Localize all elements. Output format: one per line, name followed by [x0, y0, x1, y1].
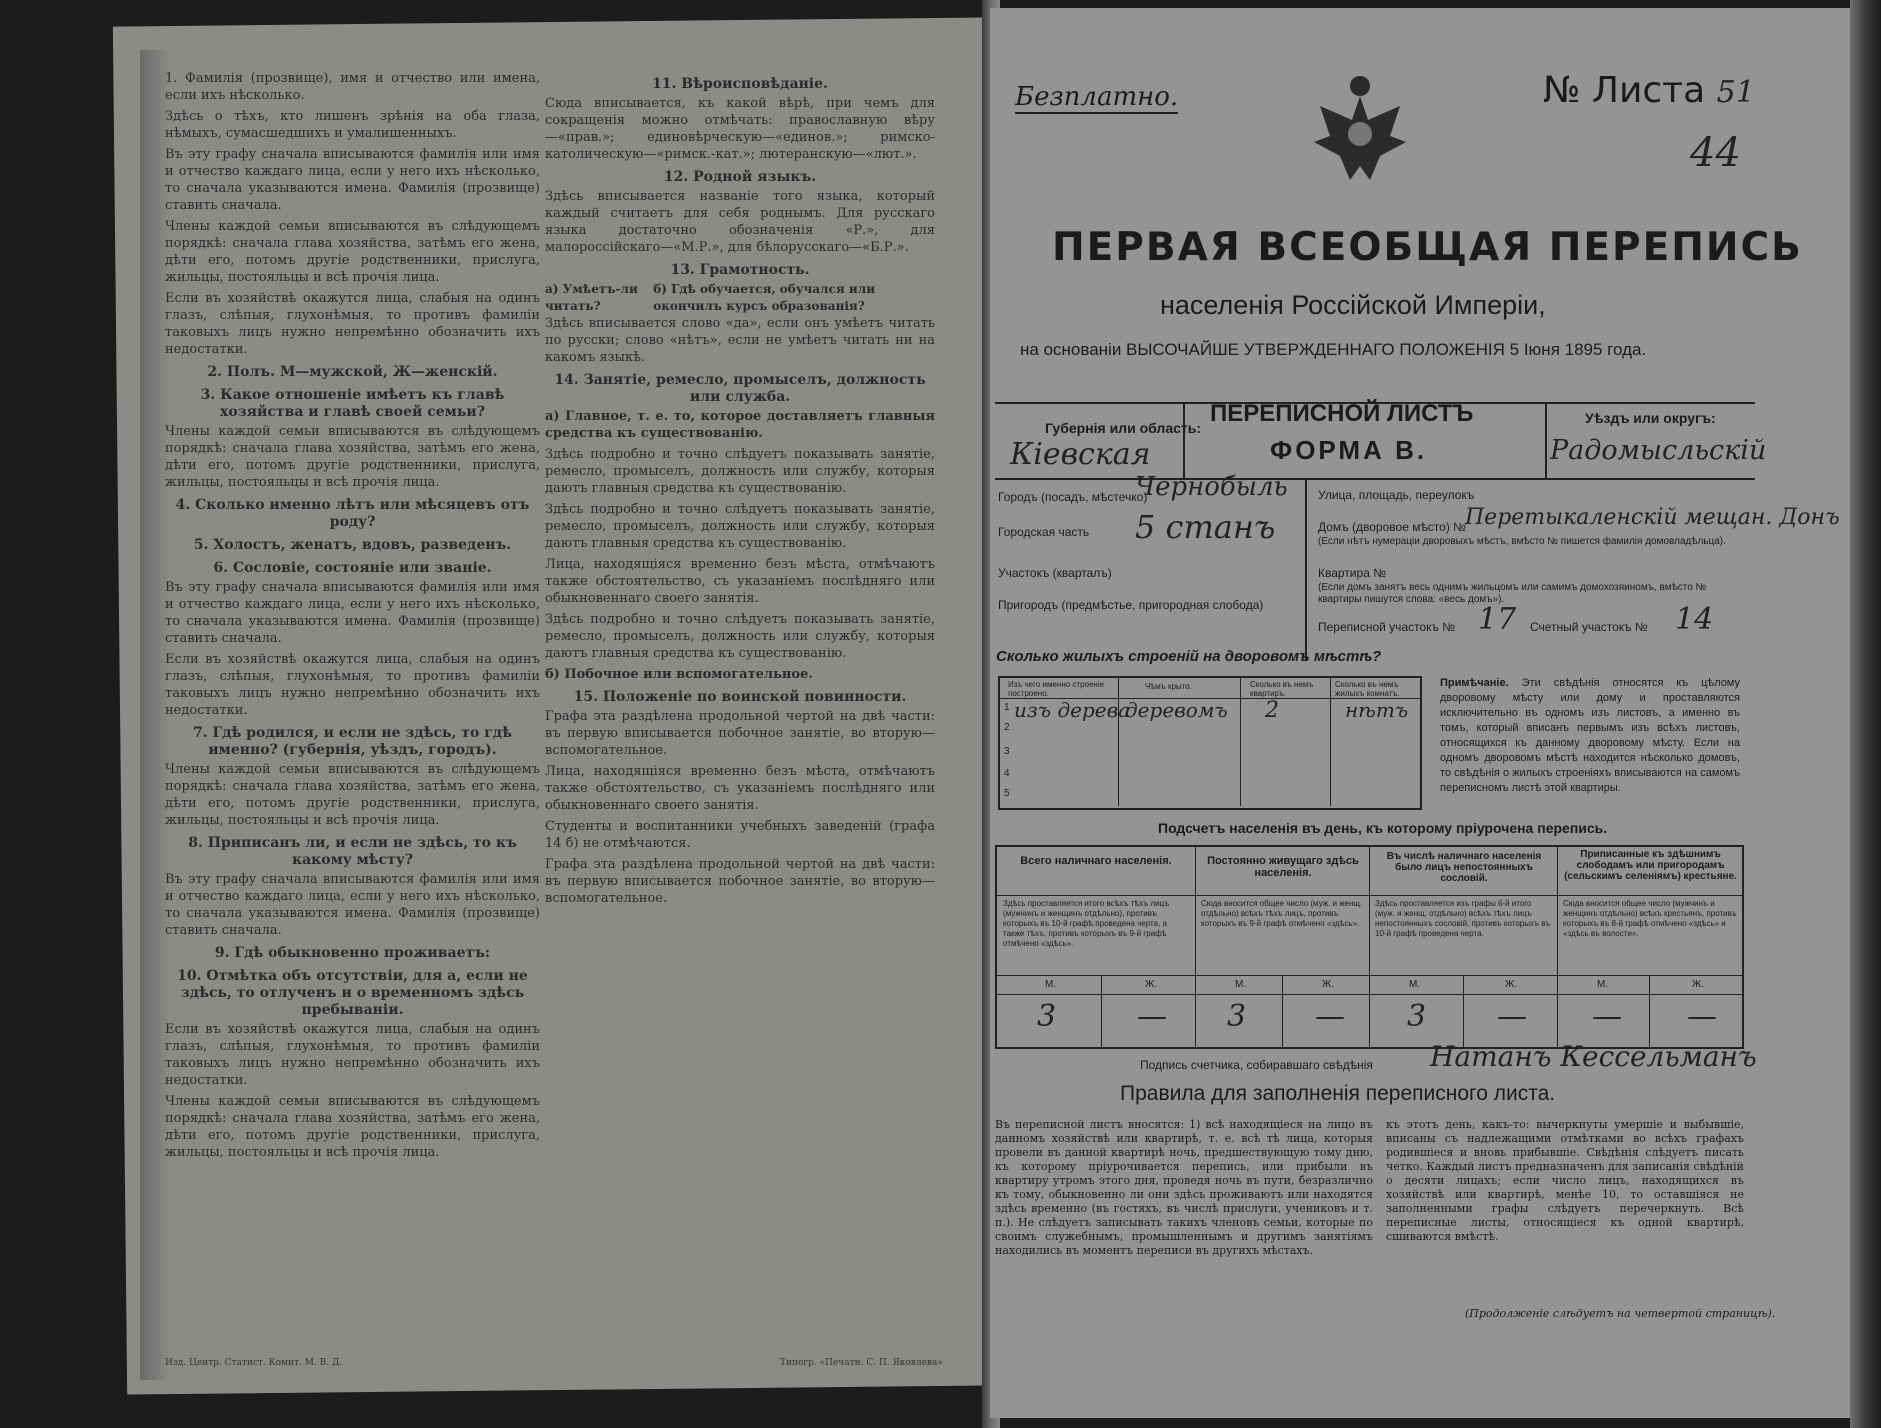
count-desc-peasants: Сюда вносится общее число (мужчинъ и женщинъ отдѣльно) всѣхъ крестьянъ, противъ которыхъ въ 8-й графѣ отмѣчено «здѣсь» и «здѣсь въ волости». — [1563, 899, 1737, 938]
rule — [1183, 402, 1185, 478]
heading-sex: 2. Полъ. М—мужской, Ж—женскій. — [207, 364, 498, 380]
rule — [1305, 480, 1307, 660]
apartment-note: (Если домъ занятъ весь однимъ жильцомъ или самимъ домохозяиномъ, вмѣсто № квартиры пишутся слова: «весь домъ»). — [1318, 582, 1707, 605]
right-page-edge — [1850, 0, 1881, 1428]
rules-column-1: Въ переписной листъ вносятся: 1) всѣ находящіеся на лицо въ данномъ хозяйствѣ или квартирѣ, т. е. всѣ тѣ лица, которыя провели въ данной квартирѣ ночь, предшествующую тому дню, къ которому пріурочивается перепись, или прибыли въ квартиру утромъ этого дня, проведя ночь въ пути, безразлично къ тому, обыкновенно ли они здѣсь проживаютъ или находятся здѣсь временно (въ гостяхъ, въ числѣ прислуги, учениковъ и т. п.). Не слѣдуетъ записывать такихъ членовъ семьи, которые по своимъ служебнымъ, промышленнымъ и другимъ занятіямъ находились въ моментъ переписи въ другихъ мѣстахъ. — [995, 1118, 1373, 1257]
rule — [1330, 678, 1331, 806]
count-nonpermanent-female: — — [1497, 999, 1527, 1034]
city-part-value: 5 станъ — [1135, 508, 1276, 546]
count-desc-permanent: Сюда вносится общее число (муж. и женщ. отдѣльно) всѣхъ тѣхъ лицъ, противъ которыхъ въ 9-й графѣ отмѣчено «здѣсь». — [1201, 899, 1363, 928]
heading-estate: 6. Сословіе, состояніе или званіе. — [213, 560, 492, 576]
heading-literacy: 13. Грамотность. — [670, 262, 810, 278]
left-footer-1: Изд. Центр. Статист. Комит. М. В. Д. — [165, 1358, 343, 1368]
rule — [1545, 402, 1547, 478]
buildings-col-roof: Чѣмъ крыто. — [1145, 682, 1192, 691]
paragraph: Въ эту графу сначала вписываются фамилія или имя и отчество каждаго лица, если у него ихъ нѣсколько, то сначала указываются имена. Фамилія (прозвище) ставить сначала. — [165, 580, 540, 646]
left-column-2 — [545, 70, 935, 911]
heading-military: 15. Положеніе по воинской повинности. — [573, 689, 907, 705]
count-total-male: 3 — [1037, 999, 1057, 1034]
male-header: М. — [1409, 979, 1421, 990]
paragraph: Члены каждой семьи вписываются въ слѣдующемъ порядкѣ: сначала глава хозяйства, затѣмъ его жена, дѣти его, потомъ другіе родственники, прислуга, жильцы, постояльцы и всѣ прочія лица. — [165, 219, 540, 285]
subhead-a: а) Умѣетъ-ли читать? — [545, 282, 638, 313]
census-district-value: 17 — [1478, 602, 1517, 637]
buildings-col-material: Изъ чего именно строеніе построено. — [1008, 680, 1105, 698]
uezd-value: Радомысльскій — [1550, 435, 1767, 466]
count-desc-nonpermanent: Здѣсь проставляется изъ графы 6-й итого (муж. и женщ. отдѣльно) всѣхъ тѣхъ лицъ непостоянныхъ сословій, противъ которыхъ въ 10-й графѣ проведена черта. — [1375, 899, 1551, 938]
census-district-label: Переписной участокъ № — [1318, 620, 1456, 634]
male-header: М. — [1045, 979, 1057, 990]
literacy-subheads — [545, 281, 935, 315]
intro-line: 1. Фамилія (прозвище), имя и отчество или имена, если ихъ нѣсколько. — [165, 71, 540, 103]
free-label: Безплатно. — [1015, 82, 1179, 112]
heading-relation: 3. Какое отношеніе имѣетъ къ главѣ хозяйства и главѣ своей семьи? — [200, 387, 505, 420]
signature-label: Подпись счетчика, собиравшаго свѣдѣнія — [1140, 1058, 1373, 1072]
paragraph: Если въ хозяйствѣ окажутся лица, слабыя на одинъ глазъ, слѣпыя, глухонѣмыя, то противъ фамиліи таковыхъ лицъ нужно непремѣнно обозначить ихъ недостатки. — [165, 652, 540, 718]
signature-value: Натанъ Кессельманъ — [1430, 1040, 1757, 1073]
house-note: (Если нѣтъ нумераціи дворовыхъ мѣстъ, вмѣсто № пишется фамилія домовладѣльца). — [1318, 536, 1726, 547]
building-apartments: 2 — [1265, 698, 1279, 723]
male-header: М. — [1235, 979, 1247, 990]
gubernia-label: Губернія или область: — [1045, 420, 1202, 436]
count-nonpermanent-male: 3 — [1407, 999, 1427, 1034]
subhead-b: б) Гдѣ обучается, обучался или окончилъ курсъ образованія? — [653, 282, 876, 313]
left-footer-2: Типогр. «Печатн. С. П. Яковлева» — [780, 1358, 943, 1368]
house-value: Перетыкаленскій мещан. Донъ — [1465, 505, 1840, 530]
heading-age: 4. Сколько именно лѣтъ или мѣсяцевъ отъ роду? — [175, 497, 530, 530]
city-part-label: Городская часть — [998, 525, 1090, 539]
rules-column-2: къ этотъ день, какъ-то: вычеркнуты умершіе и выбывшіе, вписаны съ надлежащими отмѣтками во всѣхъ графахъ родившіеся и вновь прибывшіе. Свѣдѣнія слѣдуетъ писать четко. Каждый листъ предназначенъ для записанія свѣдѣній о десяти лицахъ; если число лицъ, находящихся въ хозяйствѣ или квартирѣ, менѣе 10, то оставшіяся не заполненными графы слѣдуетъ перечеркнуть. Всѣ переписные листы, относящіеся къ одной квартирѣ, сшиваются вмѣстѣ. — [1386, 1118, 1745, 1243]
sheet-number-label — [1543, 70, 1755, 111]
uezd-label: Уѣздъ или округъ: — [1585, 410, 1716, 426]
paragraph: Члены каждой семьи вписываются въ слѣдующемъ порядкѣ: сначала глава хозяйства, затѣмъ его жена, дѣти его, потомъ другіе родственники, прислуга, жильцы, постояльцы и всѣ прочія лица. — [165, 424, 540, 490]
paragraph: Въ эту графу сначала вписываются фамилія или имя и отчество каждаго лица, если у него ихъ нѣсколько, то сначала указываются имена. Фамилія (прозвище) ставить сначала. — [165, 147, 540, 213]
building-material: изъ дерева — [1014, 698, 1131, 722]
paragraph: Сюда вписывается, къ какой вѣрѣ, при чемъ для сокращенія можно отмѣчать: православную вѣру—«прав.»; единовѣрческую—«единов.»; римско-католическую—«римск.-кат.»; лютеранскую—«лют.». — [545, 96, 935, 162]
heading-absence: 10. Отмѣтка объ отсутствіи, для а, если не здѣсь, то отлученъ и о временномъ здѣсь пребываніи. — [177, 968, 528, 1018]
buildings-col-apartments: Сколько въ немъ квартиръ. — [1250, 680, 1314, 698]
paragraph: Здѣсь вписывается названіе того языка, который каждый считаетъ для себя роднымъ. Для русскаго языка достаточно обозначенія «Р.», для малороссійскаго—«М.Р.», для бѣлорусскаго—«Б.Р.». — [545, 189, 935, 255]
subhead-side-occupation: б) Побочное или вспомогательное. — [545, 667, 813, 682]
count-col-total: Всего наличнаго населенія. — [1020, 855, 1172, 867]
city-label: Городъ (посадъ, мѣстечко) — [998, 490, 1148, 504]
rule — [1101, 975, 1102, 1047]
count-peasants-female: — — [1687, 999, 1717, 1034]
paragraph: Члены каждой семьи вписываются въ слѣдующемъ порядкѣ: сначала глава хозяйства, затѣмъ его жена, дѣти его, потомъ другіе родственники, прислуга, жильцы, постояльцы и всѣ прочія лица. — [165, 762, 540, 828]
note-text: Эти свѣдѣнія относятся къ цѣлому дворовому мѣсту или дому и проставляются исключительно въ одномъ изъ листовъ, а именно въ томъ, который вписанъ первымъ изъ всѣхъ листовъ, относящихся къ данному дворовому мѣсту. Если на одномъ дворовомъ мѣстѣ находится нѣсколько домовъ, то свѣдѣнія о жилыхъ строеніяхъ вписываются на самомъ переписномъ листѣ этой квартиры. — [1440, 677, 1740, 794]
intro-line: Здѣсь о тѣхъ, кто лишенъ зрѣнія на оба глаза, нѣмыхъ, сумасшедшихъ и умалишенныхъ. — [165, 109, 540, 141]
counting-district-label: Счетный участокъ № — [1530, 620, 1648, 634]
heading-birthplace: 7. Гдѣ родился, и если не здѣсь, то гдѣ именно? (губернія, уѣздъ, городъ). — [193, 725, 512, 758]
rule — [1369, 847, 1370, 1047]
row-number: 1 — [1004, 702, 1010, 713]
rules-continued: (Продолженіе слѣдуетъ на четвертой страницѣ). — [1465, 1307, 1776, 1320]
paragraph: Студенты и воспитанники учебныхъ заведеній (графа 14 б) не отмѣчаются. — [545, 819, 935, 851]
form-name: ФОРМА В. — [1270, 435, 1428, 465]
rules-title: Правила для заполненія переписного листа. — [1120, 1082, 1556, 1105]
count-table — [995, 845, 1744, 1049]
apartment-label: Квартира № — [1318, 566, 1387, 580]
male-header: М. — [1597, 979, 1609, 990]
heading-registered: 8. Приписанъ ли, и если не здѣсь, то къ какому мѣсту? — [188, 835, 517, 868]
district-label: Участокъ (кварталъ) — [998, 566, 1112, 580]
street-label: Улица, площадь, переулокъ — [1318, 488, 1475, 502]
rule — [1463, 975, 1464, 1047]
count-total-female: — — [1137, 999, 1167, 1034]
count-desc-total: Здѣсь проставляется итого всѣхъ тѣхъ лицъ (мужчинъ и женщинъ отдѣльно), противъ которыхъ въ 10-й графѣ проведена черта, а также тѣхъ, противъ которыхъ въ 9-й графѣ отмѣчено «здѣсь». — [1003, 899, 1170, 948]
census-title: ПЕРВАЯ ВСЕОБЩАЯ ПЕРЕПИСЬ — [1052, 225, 1803, 270]
count-col-peasants: Приписанные къ здѣшнимъ слободамъ или пригородамъ (сельскимъ селеніямъ) крестьяне. — [1564, 849, 1737, 882]
paragraph: Здѣсь подробно и точно слѣдуетъ показывать занятіе, ремесло, промыселъ, должность или службу, которыя даютъ главныя средства къ существованію. — [545, 612, 935, 661]
eagle-emblem — [1300, 70, 1420, 190]
counting-district-value: 14 — [1675, 602, 1714, 637]
count-title: Подсчетъ населенія въ день, къ которому пріурочена перепись. — [1158, 820, 1608, 836]
paragraph: Здѣсь подробно и точно слѣдуетъ показывать занятіе, ремесло, промыселъ, должность или службу, которыя даютъ главныя средства къ существованію. — [545, 447, 935, 496]
rule — [1282, 975, 1283, 1047]
female-header: Ж. — [1145, 979, 1158, 990]
rule — [995, 478, 1755, 480]
buildings-col-rooms: Сколько въ немъ жилыхъ комнатъ. — [1335, 680, 1400, 698]
census-subtitle: населенія Россійской Имперіи, — [1160, 290, 1546, 320]
buildings-table — [998, 676, 1422, 810]
subhead-main-occupation: а) Главное, т. е. то, которое доставляетъ главныя средства къ существованію. — [545, 409, 935, 441]
archive-number-handwritten: 44 — [1690, 130, 1741, 176]
count-permanent-female: — — [1315, 999, 1345, 1034]
row-number: 5 — [1004, 788, 1010, 799]
female-header: Ж. — [1692, 979, 1705, 990]
paragraph: Лица, находящіяся временно безъ мѣста, отмѣчаютъ также обстоятельство, съ указаніемъ послѣдняго или обыкновеннаго своего занятія. — [545, 764, 935, 813]
sheet-number-handwritten: 51 — [1716, 75, 1755, 110]
heading-language: 12. Родной языкъ. — [663, 169, 817, 185]
buildings-header-row — [1000, 678, 1420, 699]
female-header: Ж. — [1322, 979, 1335, 990]
building-roof: деревомъ — [1125, 698, 1228, 722]
female-header: Ж. — [1505, 979, 1518, 990]
buildings-label: Сколько жилыхъ строеній на дворовомъ мѣстѣ? — [996, 648, 1382, 665]
paragraph: Члены каждой семьи вписываются въ слѣдующемъ порядкѣ: сначала глава хозяйства, затѣмъ его жена, дѣти его, потомъ другіе родственники, прислуга, жильцы, постояльцы и всѣ прочія лица. — [165, 1094, 540, 1160]
note-title: Примѣчаніе. — [1440, 677, 1509, 689]
paragraph: Въ эту графу сначала вписываются фамилія или имя и отчество каждаго лица, если у него ихъ нѣсколько, то сначала указываются имена. Фамилія (прозвище) ставить сначала. — [165, 872, 540, 938]
paragraph: Графа эта раздѣлена продольной чертой на двѣ части: въ первую вписывается побочное занятіе, во вторую—вспомогательное. — [545, 857, 935, 906]
census-basis: на основаніи ВЫСОЧАЙШЕ УТВЕРЖДЕННАГО ПОЛОЖЕНІЯ 5 Іюня 1895 года. — [1020, 340, 1647, 359]
rule — [1649, 975, 1650, 1047]
paragraph: Лица, находящіяся временно безъ мѣста, отмѣчаютъ также обстоятельство, съ указаніемъ послѣдняго или обыкновеннаго своего занятія. — [545, 557, 935, 606]
building-rooms: нѣтъ — [1345, 698, 1409, 722]
paragraph: Здѣсь подробно и точно слѣдуетъ показывать занятіе, ремесло, промыселъ, должность или службу, которыя даютъ главныя средства къ существованію. — [545, 502, 935, 551]
rule — [1195, 847, 1196, 1047]
heading-marital: 5. Холостъ, женатъ, вдовъ, разведенъ. — [193, 537, 512, 553]
paragraph: Если въ хозяйствѣ окажутся лица, слабыя на одинъ глазъ, слѣпыя, глухонѣмыя, то противъ фамиліи таковыхъ лицъ нужно непремѣнно обозначить ихъ недостатки. — [165, 1022, 540, 1088]
house-label: Домъ (дворовое мѣсто) № — [1318, 520, 1467, 534]
suburb-label: Пригородъ (предмѣстье, пригородная слобода) — [998, 598, 1264, 612]
rule — [1240, 678, 1241, 806]
paragraph: Если въ хозяйствѣ окажутся лица, слабыя на одинъ глазъ, слѣпыя, глухонѣмыя, то противъ фамиліи таковыхъ лицъ нужно непремѣнно обозначить ихъ недостатки. — [165, 291, 540, 357]
paragraph: Здѣсь вписывается слово «да», если онъ умѣетъ читать по русски; слово «нѣтъ», если не умѣетъ читать ни на какомъ языкѣ. — [545, 316, 935, 365]
heading-occupation: 14. Занятіе, ремесло, промыселъ, должность или служба. — [554, 372, 926, 405]
row-number: 4 — [1004, 768, 1010, 779]
paragraph: Графа эта раздѣлена продольной чертой на двѣ части: въ первую вписывается побочное занятіе, во вторую—вспомогательное. — [545, 709, 935, 758]
city-value: Чернобыль — [1135, 472, 1288, 502]
count-peasants-male: — — [1592, 999, 1622, 1034]
rule — [1557, 847, 1558, 1047]
sheet-label: № Листа — [1543, 70, 1706, 111]
count-col-nonpermanent: Въ числѣ наличнаго населенія было лицъ непостоянныхъ сословій. — [1386, 851, 1542, 884]
count-col-permanent: Постоянно живущаго здѣсь населенія. — [1207, 855, 1359, 879]
count-permanent-male: 3 — [1227, 999, 1247, 1034]
heading-residence: 9. Гдѣ обыкновенно проживаетъ: — [214, 945, 491, 961]
form-title: ПЕРЕПИСНОЙ ЛИСТЪ — [1210, 400, 1474, 427]
left-column-1 — [165, 70, 540, 1165]
heading-religion: 11. Вѣроисповѣданіе. — [652, 76, 828, 92]
row-number: 2 — [1004, 722, 1010, 733]
row-number: 3 — [1004, 746, 1010, 757]
note-block — [1440, 676, 1740, 796]
gubernia-value: Кіевская — [1010, 437, 1151, 472]
